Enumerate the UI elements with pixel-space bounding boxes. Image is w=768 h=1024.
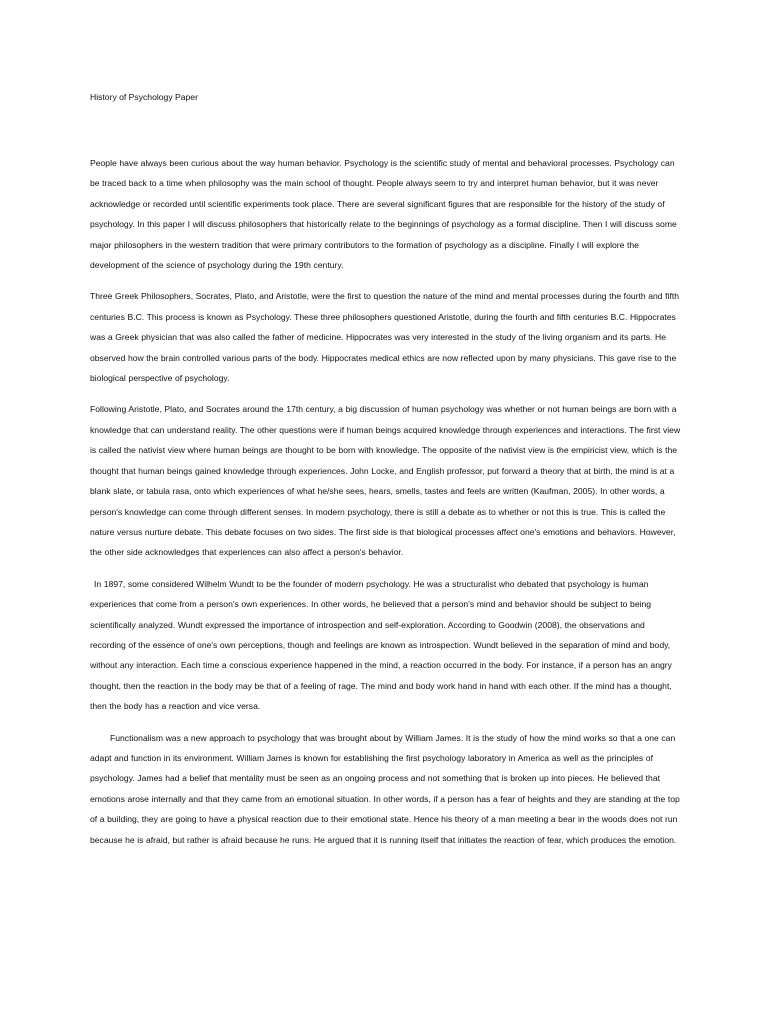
document-title: History of Psychology Paper: [90, 92, 198, 102]
paragraph-nativist-empiricist: Following Aristotle, Plato, and Socrates around the 17th century, a big discussion of human psychology was whether or not human beings are born with a knowledge that can understand reality. The other questions were if human beings acquired knowledge through experiences and interactions. The first view is called the nativist view where human beings are thought to be born with knowledge. The opposite of the nativist view is the empiricist view, which is the thought that human beings gained knowledge through experiences. John Locke, and English professor, put forward a theory that at birth, the mind is at a blank slate, or tabula rasa, onto which experiences of what he/she sees, hears, smells, tastes and feels are written (Kaufman, 2005). In other words, a person's knowledge can come through different senses. In modern psychology, there is still a debate as to whether or not this is true. This is called the nature versus nurture debate. This debate focuses on two sides. The first side is that biological processes affect one's emotions and behaviors. However, the other side acknowledges that experiences can also affect a person's behavior.: [90, 404, 681, 558]
paragraph-functionalism: Functionalism was a new approach to psychology that was brought about by William James. It is the study of how the mind works so that a one can adapt and function in its environment. William James is known for establishing the first psychology laboratory in America as well as the principles of psychology. James had a belief that mentality must be seen as an ongoing process and not something that is broken up into pieces. He believed that emotions arose internally and that they came from an emotional situation. In other words, if a person has a fear of heights and they are standing at the top of a building, they are going to have a physical reaction due to their emotional state. Hence his theory of a man meeting a bear in the woods does not run because he is afraid, but rather is afraid because he runs. He argued that it is running itself that initiates the reaction of fear, which produces the emotion.: [90, 732, 680, 845]
paragraph-intro: People have always been curious about the way human behavior. Psychology is the scientific study of mental and behavioral processes. Psychology can be traced back to a time when philosophy was the main school of thought. People always seem to try and interpret human behavior, but it was never acknowledge or recorded until scientific experiments took place. There are several significant figures that are responsible for the history of the study of psychology. In this paper I will discuss philosophers that historically relate to the beginnings of psychology as a formal discipline. Then I will discuss some major philosophers in the western tradition that were primary contributors to the formation of psychology as a discipline. Finally I will explore the development of the science of psychology during the 19th century.: [90, 158, 677, 271]
paragraph-greek-philosophers: Three Greek Philosophers, Socrates, Plato, and Aristotle, were the first to question the nature of the mind and mental processes during the fourth and fifth centuries B.C. This process is known as Psychology. These three philosophers questioned Aristotle, during the fourth and fifth centuries B.C. Hippocrates was a Greek physician that was also called the father of medicine. Hippocrates was very interested in the study of the living organism and its parts. He observed how the brain controlled various parts of the body. Hippocrates medical ethics are now reflected upon by many physicians. This gave rise to the biological perspective of psychology.: [90, 291, 680, 384]
document-body: [90, 153, 682, 861]
paragraph-wundt: In 1897, some considered Wilhelm Wundt to be the founder of modern psychology. He was a structuralist who debated that psychology is human experiences that come from a person's own experiences. In other words, he believed that a person's mind and behavior should be subject to being scientifically analyzed. Wundt expressed the importance of introspection and self-exploration. According to Goodwin (2008), the observations and recording of the essence of one's own perceptions, though and feelings are known as introspection. Wundt believed in the separation of mind and body, without any interaction. Each time a conscious experience happened in the mind, a reaction occurred in the body. For instance, if a person has an angry thought, then the reaction in the body may be that of a feeling of rage. The mind and body work hand in hand with each other. If the mind has a thought, then the body has a reaction and vice versa.: [90, 578, 672, 712]
